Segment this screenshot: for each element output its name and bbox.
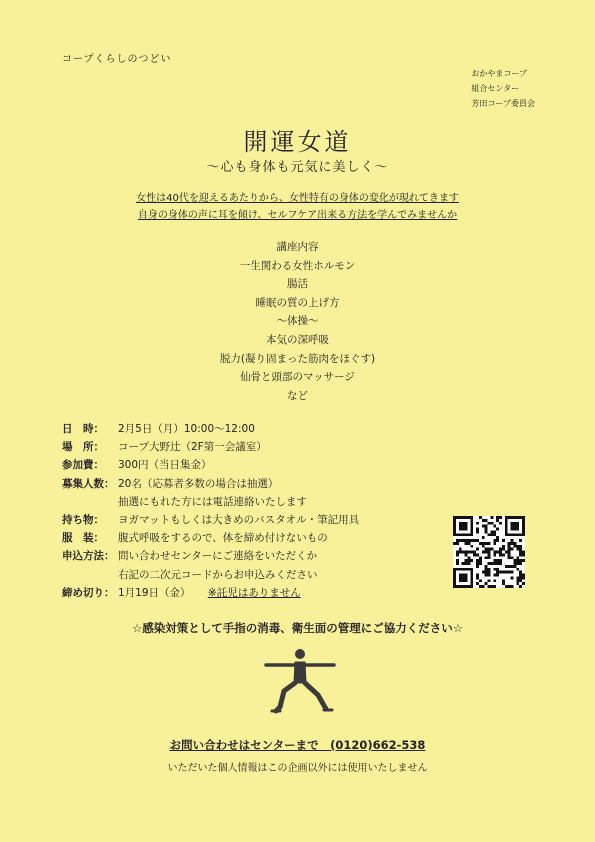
fee-value: 300円（当日集金） — [118, 459, 212, 472]
contents-item: 睡眠の質の上げ方 — [255, 296, 340, 309]
capacity-row — [62, 475, 452, 493]
series-label: コープくらしのつどい — [62, 54, 172, 65]
page-title: 開運女道 — [243, 128, 352, 156]
page-subtitle: ～心も身体も元気に美しく～ — [206, 160, 389, 175]
bring-row — [62, 511, 452, 529]
qr-code-icon[interactable] — [453, 516, 525, 588]
yoga-pose-icon — [262, 645, 338, 715]
capacity-label: 募集人数： — [62, 477, 115, 490]
clothes-value: 腹式呼吸をするので、体を締め付けないもの — [118, 532, 328, 545]
intro-text — [0, 190, 595, 224]
fee-label: 参加費： — [62, 459, 104, 472]
organizer-list — [471, 66, 535, 111]
date-label: 日 時： — [62, 423, 104, 435]
organizer-1: おかやまコープ — [471, 69, 527, 78]
event-details — [62, 420, 452, 602]
contents-item: 本気の深呼吸 — [266, 333, 329, 346]
date-row — [62, 420, 452, 438]
infection-notice: ☆感染対策として手指の消毒、衛生面の管理にご協力ください☆ — [131, 621, 464, 635]
course-contents — [0, 238, 595, 405]
apply-note: 右記の二次元コードからお申込みください — [118, 568, 318, 581]
place-row — [62, 438, 452, 456]
qr-code[interactable] — [453, 516, 525, 588]
contents-item: ～体操～ — [276, 315, 319, 328]
organizer-2: 組合センター — [471, 84, 520, 93]
contents-item: 仙骨と頭部のマッサージ — [240, 371, 355, 384]
place-label: 場 所： — [62, 441, 104, 454]
bring-value: ヨガマットもしくは大きめのバスタオル・筆記用具 — [118, 514, 360, 527]
contents-item: 腸活 — [287, 278, 308, 291]
contents-item: 脱力(凝り固まった筋肉をほぐす) — [219, 352, 376, 365]
capacity-note: 抽選にもれた方には電話連絡いたします — [118, 495, 307, 508]
childcare-note: ※託児はありません — [207, 586, 301, 599]
deadline-value: 1月19日（金） — [118, 586, 191, 599]
intro-line-1: 女性は40代を迎えるあたりから、女性特有の身体の変化が現れてきます — [136, 193, 459, 204]
fee-row — [62, 456, 452, 474]
bring-label: 持ち物： — [62, 514, 104, 527]
contents-item: など — [287, 389, 308, 402]
deadline-row — [62, 584, 452, 602]
apply-label: 申込方法： — [62, 550, 115, 563]
contents-heading: 講座内容 — [276, 241, 319, 253]
organizer-3: 芳田コープ委員会 — [471, 99, 535, 108]
capacity-value: 20名（応募者多数の場合は抽選） — [118, 477, 279, 490]
contents-item: 一生関わる女性ホルモン — [239, 259, 356, 272]
clothes-label: 服 装： — [62, 532, 104, 545]
apply-row — [62, 547, 452, 565]
capacity-note-row — [62, 493, 452, 511]
apply-value: 問い合わせセンターにご連絡をいただくか — [118, 550, 318, 563]
apply-note-row — [62, 566, 452, 584]
intro-line-2: 自身の身体の声に耳を傾け、セルフケア出来る方法を学んでみませんか — [137, 210, 458, 221]
date-value: 2月5日（月）10:00～12:00 — [118, 423, 255, 435]
clothes-row — [62, 529, 452, 547]
place-value: コープ大野辻（2F第一会議室） — [118, 441, 267, 454]
deadline-label: 締め切り： — [62, 586, 115, 599]
privacy-note: いただいた個人情報はこの企画以外には使用いたしません — [167, 763, 428, 774]
contact-info: お問い合わせはセンターまで (0120)662-538 — [169, 738, 426, 752]
